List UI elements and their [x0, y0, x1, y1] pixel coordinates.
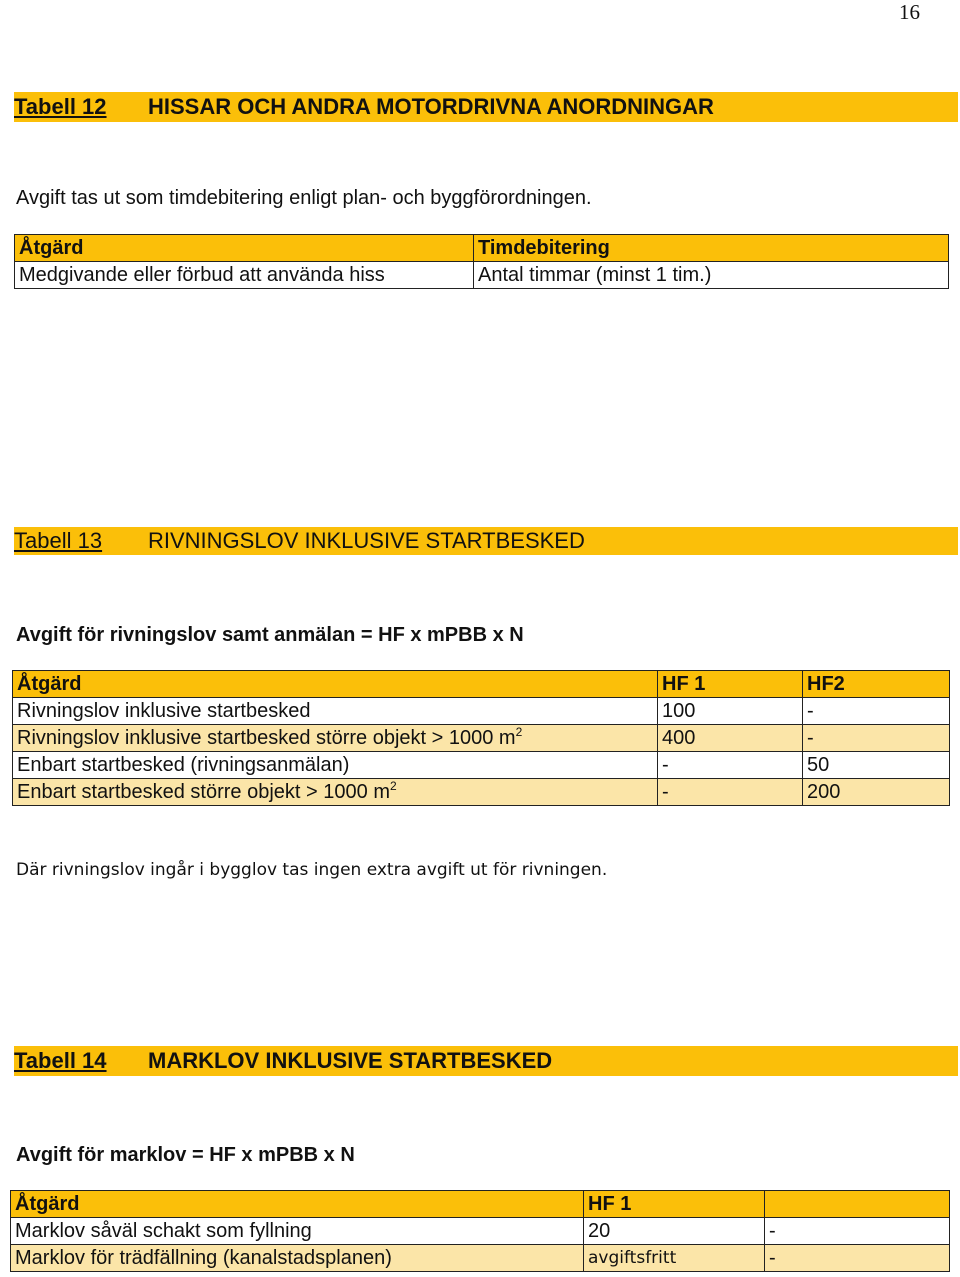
header-cell: Åtgärd: [11, 1191, 584, 1218]
section-title: MARKLOV INKLUSIVE STARTBESKED: [148, 1048, 553, 1073]
table-row: [13, 779, 950, 806]
fee-table-13: [12, 670, 950, 806]
table-cell: -: [765, 1218, 950, 1245]
table-row: [15, 262, 949, 289]
header-cell: HF 1: [658, 671, 803, 698]
table-header-row: [11, 1191, 950, 1218]
table-row: [13, 698, 950, 725]
table-cell: [13, 725, 658, 752]
section-heading-tabell-13: [14, 527, 958, 555]
table-cell: -: [803, 698, 950, 725]
table-cell: 20: [584, 1218, 765, 1245]
superscript: 2: [515, 725, 523, 739]
table-cell: -: [765, 1245, 950, 1272]
section-note: Där rivningslov ingår i bygglov tas ingen extra avgift ut för rivningen.: [16, 860, 608, 880]
table-row: [13, 725, 950, 752]
table-label: Tabell 13: [14, 528, 103, 553]
table-row: [13, 752, 950, 779]
table-row: [11, 1245, 950, 1272]
section-heading-tabell-14: [14, 1046, 958, 1076]
fee-table-12: [14, 234, 949, 289]
table-cell: -: [803, 725, 950, 752]
header-cell: [765, 1191, 950, 1218]
header-cell: Åtgärd: [15, 235, 474, 262]
section-heading-tabell-12: [14, 92, 958, 122]
section-intro: Avgift för marklov = HF x mPBB x N: [16, 1144, 355, 1166]
table-cell: Marklov såväl schakt som fyllning: [11, 1218, 584, 1245]
superscript: 2: [389, 779, 397, 793]
table-cell: -: [658, 779, 803, 806]
table-cell: 100: [658, 698, 803, 725]
section-intro: Avgift för rivningslov samt anmälan = HF x mPBB x N: [16, 624, 524, 646]
table-row: [11, 1218, 950, 1245]
header-cell: HF 1: [584, 1191, 765, 1218]
table-cell: -: [658, 752, 803, 779]
header-cell: HF2: [803, 671, 950, 698]
header-cell: Åtgärd: [13, 671, 658, 698]
table-cell: [13, 779, 658, 806]
table-header-row: [15, 235, 949, 262]
cell-text: Enbart startbesked större objekt > 1000 m: [17, 781, 390, 803]
section-title: HISSAR OCH ANDRA MOTORDRIVNA ANORDNINGAR: [148, 94, 714, 119]
table-cell: Rivningslov inklusive startbesked: [13, 698, 658, 725]
page-number: 16: [899, 0, 920, 24]
table-label: Tabell 14: [14, 1048, 107, 1073]
table-cell: Enbart startbesked (rivningsanmälan): [13, 752, 658, 779]
table-cell: avgiftsfritt: [584, 1245, 765, 1272]
table-cell: Antal timmar (minst 1 tim.): [474, 262, 949, 289]
cell-text: Rivningslov inklusive startbesked större objekt > 1000 m: [17, 727, 516, 749]
table-cell: Medgivande eller förbud att använda hiss: [15, 262, 474, 289]
table-cell: 50: [803, 752, 950, 779]
section-intro: Avgift tas ut som timdebitering enligt plan- och byggförordningen.: [16, 187, 592, 209]
table-cell: 400: [658, 725, 803, 752]
table-cell: 200: [803, 779, 950, 806]
fee-table-14: [10, 1190, 950, 1272]
header-cell: Timdebitering: [474, 235, 949, 262]
table-label: Tabell 12: [14, 94, 107, 119]
table-header-row: [13, 671, 950, 698]
table-cell: Marklov för trädfällning (kanalstadsplanen): [11, 1245, 584, 1272]
section-title: RIVNINGSLOV INKLUSIVE STARTBESKED: [148, 528, 585, 553]
